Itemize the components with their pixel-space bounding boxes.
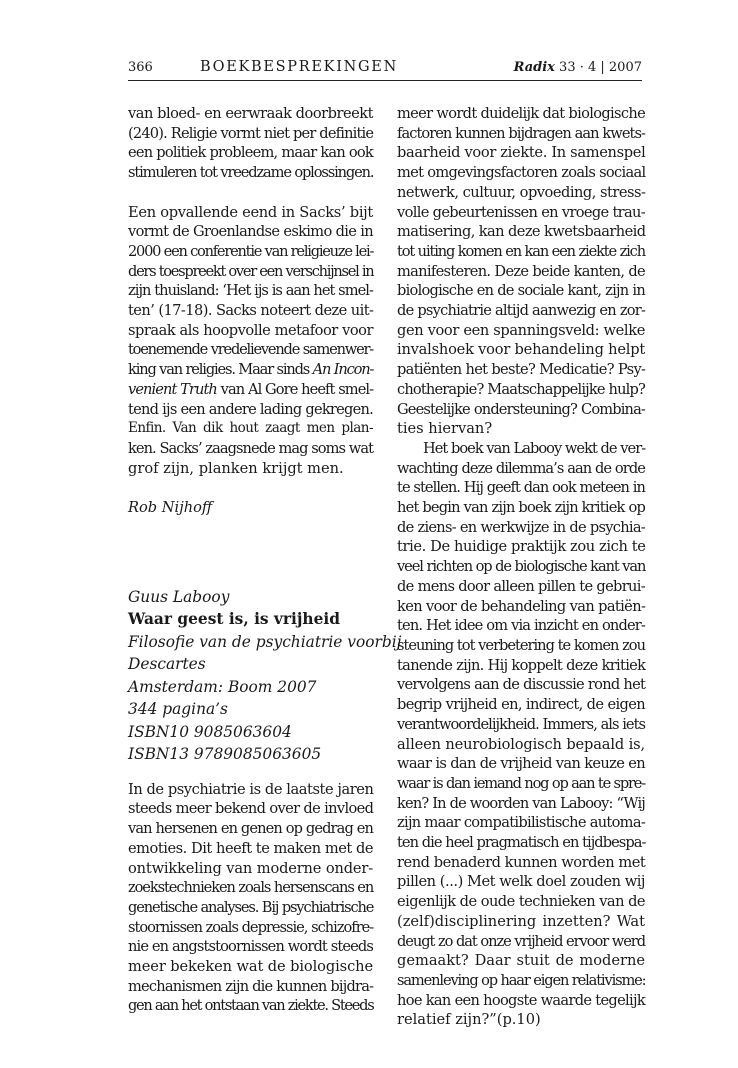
text-line: ten’ (17-18). Sacks noteert deze uit- <box>128 302 374 320</box>
text-line: stimuleren tot vreedzame oplossingen. <box>128 164 374 182</box>
text-line: ties hiervan? <box>397 420 493 438</box>
text-line: spraak als hoopvolle metafoor voor <box>128 321 373 339</box>
text-line: eigenlijk de oude technieken van de <box>397 893 645 911</box>
text-line: matisering, kan deze kwetsbaarheid <box>397 223 646 241</box>
text-segment: van Al Gore heeft smel- <box>216 380 374 398</box>
text-line: (240). Religie vormt niet per definitie <box>128 124 374 142</box>
reviewer-signature: Rob Nijhoff <box>128 499 213 517</box>
book-title: Waar geest is, is vrijheid <box>128 610 340 629</box>
journal-name: Radix <box>513 60 555 75</box>
text-line: netwerk, cultuur, opvoeding, stress- <box>397 183 646 201</box>
text-line: deugt zo dat onze vrijheid ervoor werd <box>397 932 645 950</box>
text-line: waar is dan iemand nog op aan te spre- <box>397 774 645 792</box>
text-line: zijn thuisland: ‘Het ijs is aan het smel- <box>128 282 373 300</box>
paragraph-eskimo <box>128 203 373 479</box>
text-line: begrip vrijheid en, indirect, de eigen <box>397 696 645 714</box>
book-pages: 344 pagina’s <box>128 700 228 719</box>
text-line: gen aan het ontstaan van ziekte. Steeds <box>128 997 374 1015</box>
text-line: de ziens- en werkwijze in de psychia- <box>397 518 645 536</box>
text-segment: king van religies. Maar sinds <box>128 361 313 379</box>
right-column <box>397 104 645 1030</box>
book-isbn13: ISBN13 9789085063605 <box>128 745 322 764</box>
text-line <box>128 380 373 400</box>
text-line <box>128 360 373 380</box>
text-line: pillen (...) Met welk doel zouden wij <box>397 873 645 891</box>
text-line: baarheid voor ziekte. In samenspel <box>397 144 646 162</box>
text-line: een politiek probleem, maar kan ook <box>128 144 373 162</box>
text-line: zoekstechnieken zoals hersenscans en <box>128 879 374 897</box>
text-line: 2000 een conferentie van religieuze lei- <box>128 242 374 260</box>
text-line: hoe kan een hoogste waarde tegelijk <box>397 991 645 1009</box>
text-line: volle gebeurtenissen en vroege trau- <box>397 203 646 221</box>
text-line: relatief zijn?”(p.10) <box>397 1011 541 1029</box>
text-line: steuning tot verbetering te komen zou <box>397 636 645 654</box>
text-line: factoren kunnen bijdragen aan kwets- <box>397 124 645 142</box>
text-line: meer wordt duidelijk dat biologische <box>397 105 646 122</box>
text-line: ontwikkeling van moderne onder- <box>128 859 373 877</box>
text-line: emoties. Dit heeft te maken met de <box>128 839 373 857</box>
text-line: Geestelijke ondersteuning? Combina- <box>397 400 645 418</box>
text-line: ders toespreekt over een verschijnsel in <box>128 262 374 280</box>
text-line: trie. De huidige praktijk zou zich te <box>397 538 646 556</box>
book-title-italic: venient Truth <box>128 380 217 398</box>
text-line: invalshoek voor behandeling helpt <box>397 341 645 359</box>
book-details <box>128 586 402 766</box>
text-line: Enfin. Van dik hout zaagt men plan- <box>128 420 373 437</box>
text-line: stoornissen zoals depressie, schizofre- <box>128 918 374 936</box>
text-line: ten die heel pragmatisch en tijdbespa- <box>397 834 646 852</box>
paragraph-biology <box>397 104 645 439</box>
book-title-italic: An Incon- <box>312 361 374 379</box>
book-subtitle: Descartes <box>128 655 206 674</box>
text-line: ken? In de woorden van Labooy: “Wij <box>397 794 645 812</box>
text-line: vormt de Groenlandse eskimo die in <box>128 223 373 241</box>
text-line: chotherapie? Maatschappelijke hulp? <box>397 380 645 398</box>
book-publisher: Amsterdam: Boom 2007 <box>128 677 317 696</box>
text-line: het begin van zijn boek zijn kritiek op <box>397 499 645 517</box>
book-subtitle: Filosofie van de psychiatrie voorbij <box>128 632 402 651</box>
page-number: 366 <box>128 60 153 75</box>
text-line: (zelf)disciplinering inzetten? Wat <box>397 912 645 930</box>
text-line: In de psychiatrie is de laatste jaren <box>128 780 374 798</box>
paragraph-labooy <box>397 439 645 1030</box>
text-line: gemaakt? Daar stuit de moderne <box>397 952 645 970</box>
text-line: alleen neurobiologisch bepaald is, <box>397 735 645 753</box>
paragraph-psychiatry-intro <box>128 780 373 1016</box>
text-line: mechanismen zijn die kunnen bijdra- <box>128 977 374 995</box>
section-title: BOEKBESPREKINGEN <box>200 59 398 75</box>
text-line: veel richten op de biologische kant van <box>397 558 646 576</box>
text-line: gen voor een spanningsveld: welke <box>397 321 645 339</box>
text-line: ten. Het idee om via inzicht en onder- <box>397 617 645 635</box>
text-line: Een opvallende eend in Sacks’ bijt <box>128 203 373 221</box>
running-header <box>128 58 642 81</box>
text-line: tend ijs een andere lading gekregen. <box>128 400 374 418</box>
text-line: met omgevingsfactoren zoals sociaal <box>397 164 646 182</box>
paragraph-review-end <box>128 104 373 183</box>
journal-issue: 33 · 4 | 2007 <box>559 60 642 75</box>
text-line: meer bekeken wat de biologische <box>128 958 373 976</box>
text-line: waar is dan de vrijheid van keuze en <box>397 755 645 773</box>
text-line: de psychiatrie altijd aanwezig en zor- <box>397 302 646 320</box>
text-line: ken. Sacks’ zaagsnede mag soms wat <box>128 439 374 457</box>
text-line: Het boek van Labooy wekt de ver- <box>423 439 646 457</box>
text-line: tot uiting komen en kan een ziekte zich <box>397 242 645 260</box>
text-line: tanende zijn. Hij koppelt deze kritiek <box>397 656 646 674</box>
text-line: nie en angststoornissen wordt steeds <box>128 938 373 956</box>
journal-reference <box>514 60 642 75</box>
text-line: te stellen. Hij geeft dan ook meteen in <box>397 479 645 497</box>
text-line: grof zijn, planken krijgt men. <box>128 459 344 477</box>
book-author: Guus Labooy <box>128 587 230 606</box>
text-line: rend benaderd kunnen worden met <box>397 853 646 871</box>
book-isbn10: ISBN10 9085063604 <box>128 722 292 741</box>
text-line: patiënten het beste? Medicatie? Psy- <box>397 361 646 379</box>
text-line: van hersenen en genen op gedrag en <box>128 820 373 838</box>
text-line: de mens door alleen pillen te gebrui- <box>397 577 645 595</box>
text-line: verantwoordelijkheid. Immers, als iets <box>397 715 645 733</box>
text-line: samenleving op haar eigen relativisme: <box>397 971 646 989</box>
text-line: genetische analyses. Bij psychiatrische <box>128 898 374 916</box>
text-line: toenemende vredelievende samenwer- <box>128 341 373 359</box>
text-line: manifesteren. Deze beide kanten, de <box>397 262 645 280</box>
text-line: biologische en de sociale kant, zijn in <box>397 282 645 300</box>
text-line: zijn maar compatibilistische automa- <box>397 814 646 832</box>
text-line: ken voor de behandeling van patiën- <box>397 597 646 615</box>
left-column <box>128 104 402 1016</box>
text-line: van bloed- en eerwraak doorbreekt <box>128 105 373 122</box>
text-line: wachting deze dilemma’s aan de orde <box>397 459 645 477</box>
text-line: vervolgens aan de discussie rond het <box>397 676 646 694</box>
text-line: steeds meer bekend over de invloed <box>128 800 374 818</box>
